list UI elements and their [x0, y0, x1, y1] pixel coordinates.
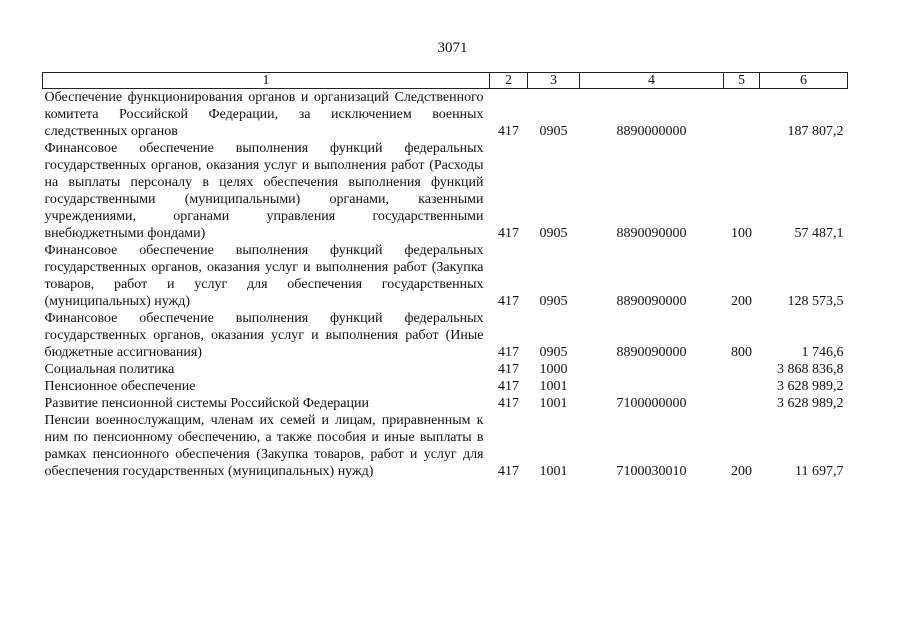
row-name: Пенсионное обеспечение — [44, 379, 196, 394]
row-name: Социальная политика — [44, 362, 175, 377]
row-razdel: 1001 — [539, 464, 568, 479]
row-csr: 7100000000 — [616, 396, 687, 411]
row-ved: 417 — [498, 124, 519, 139]
row-csr: 8890000000 — [616, 124, 687, 139]
row-vr — [724, 361, 760, 378]
row-ved: 417 — [498, 396, 519, 411]
header-col-4: 4 — [580, 73, 724, 89]
row-vr: 200 — [731, 464, 752, 479]
table-row — [43, 242, 848, 310]
row-name: Пенсии военнослужащим, членам их семей и лицам, приравненным к ним по пенсионному обеспечению, а также пособия и иные выплаты в рамках пенсионного обеспечения (Закупка товаров, работ и услуг для обеспечения государственных (муниципальных) нужд) — [44, 413, 484, 479]
row-ved: 417 — [498, 345, 519, 360]
row-name: Финансовое обеспечение выполнения функций федеральных государственных органов, оказания услуг и выполнения работ (Закупка товаров, работ и услуг для обеспечения государственных (муниципальных) нужд) — [44, 243, 484, 309]
row-csr — [580, 361, 724, 378]
row-vr — [724, 378, 760, 395]
row-razdel: 1000 — [539, 362, 568, 377]
row-ved: 417 — [498, 226, 519, 241]
row-amount: 1 746,6 — [801, 345, 844, 360]
row-amount: 11 697,7 — [795, 464, 844, 479]
header-row — [43, 73, 848, 89]
header-col-5: 5 — [724, 73, 760, 89]
row-vr: 200 — [731, 294, 752, 309]
row-ved: 417 — [498, 379, 519, 394]
row-razdel: 1001 — [539, 379, 568, 394]
table-row — [43, 310, 848, 361]
row-name: Обеспечение функционирования органов и организаций Следственного комитета Российской Федерации, за исключением военных следственных органов — [44, 90, 484, 139]
row-ved: 417 — [498, 362, 519, 377]
table-header — [43, 73, 848, 89]
table-row — [43, 361, 848, 378]
row-razdel: 0905 — [539, 294, 568, 309]
row-amount: 3 628 989,2 — [777, 396, 844, 411]
row-razdel: 1001 — [539, 396, 568, 411]
row-vr: 800 — [731, 345, 752, 360]
row-razdel: 0905 — [539, 124, 568, 139]
header-col-1: 1 — [43, 73, 490, 89]
row-csr: 8890090000 — [616, 294, 687, 309]
header-col-2: 2 — [490, 73, 528, 89]
table-row — [43, 89, 848, 141]
row-amount: 187 807,2 — [787, 124, 844, 139]
header-col-6: 6 — [760, 73, 848, 89]
row-csr: 7100030010 — [616, 464, 687, 479]
row-amount: 3 868 836,8 — [777, 362, 844, 377]
row-csr — [580, 378, 724, 395]
row-amount: 128 573,5 — [787, 294, 844, 309]
table-body — [43, 89, 848, 481]
header-col-3: 3 — [528, 73, 580, 89]
row-vr: 100 — [731, 226, 752, 241]
budget-table — [42, 72, 848, 480]
row-name: Развитие пенсионной системы Российской Федерации — [44, 396, 369, 411]
row-name: Финансовое обеспечение выполнения функций федеральных государственных органов, оказания услуг и выполнения работ (Расходы на выплаты персоналу в целях обеспечения выполнения функций государственными (муниципальными) органами, казенными учреждениями, органами управления государственными внебюджетными фондами) — [44, 141, 484, 241]
table-row — [43, 395, 848, 412]
row-name: Финансовое обеспечение выполнения функций федеральных государственных органов, оказания услуг и выполнения работ (Иные бюджетные ассигнования) — [44, 311, 484, 360]
row-vr — [724, 89, 760, 141]
row-razdel: 0905 — [539, 226, 568, 241]
table-row — [43, 140, 848, 242]
page-number: 3071 — [437, 40, 468, 56]
row-ved: 417 — [498, 464, 519, 479]
row-amount: 3 628 989,2 — [777, 379, 844, 394]
table-row — [43, 378, 848, 395]
row-ved: 417 — [498, 294, 519, 309]
row-amount: 57 487,1 — [794, 226, 844, 241]
row-razdel: 0905 — [539, 345, 568, 360]
row-vr — [724, 395, 760, 412]
row-csr: 8890090000 — [616, 345, 687, 360]
table-row — [43, 412, 848, 480]
row-csr: 8890090000 — [616, 226, 687, 241]
